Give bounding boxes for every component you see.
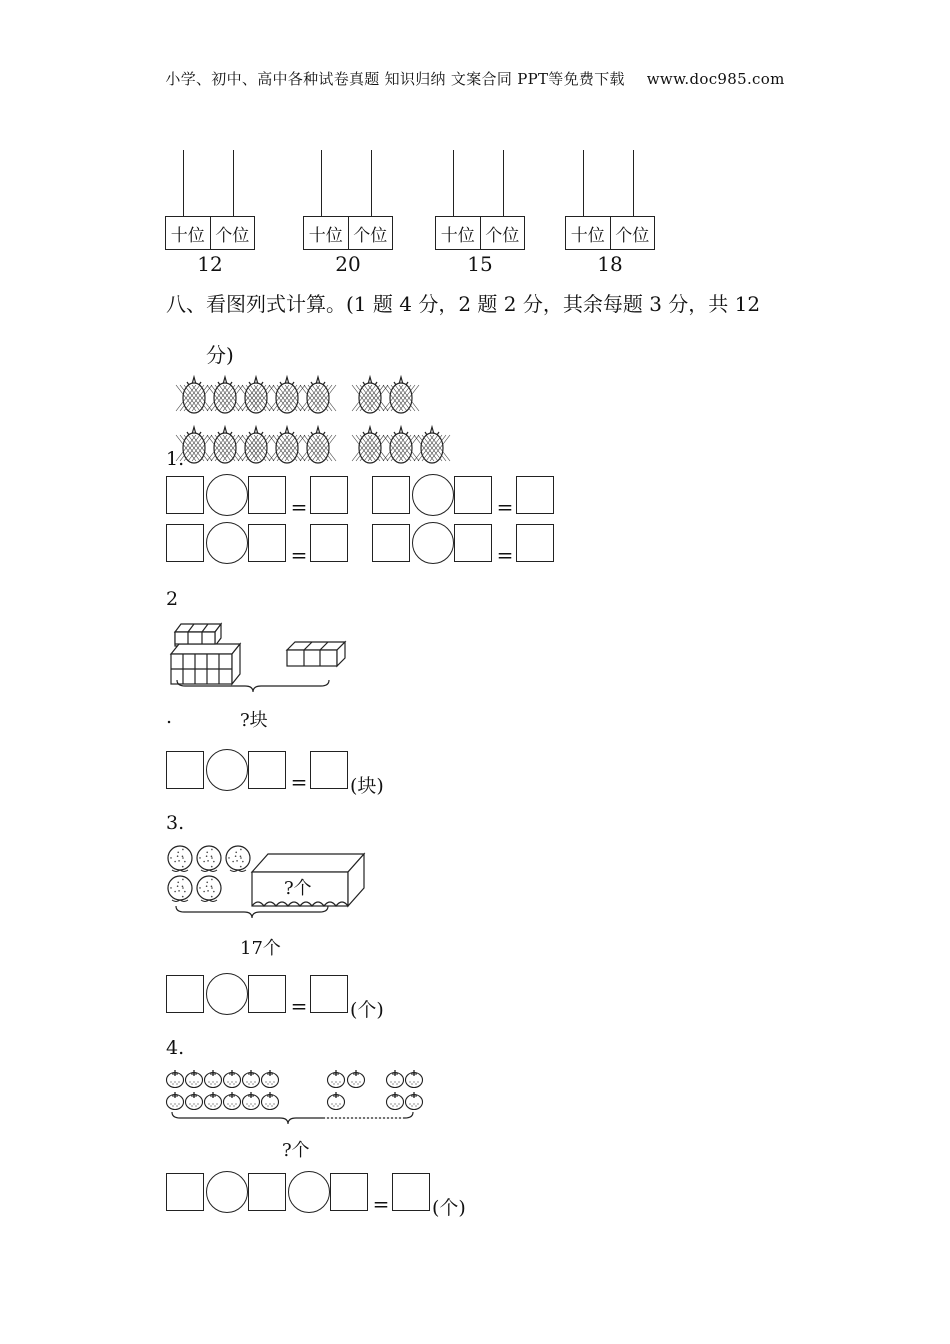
tomato-icon [387, 1070, 404, 1088]
tomato-icon [224, 1070, 241, 1088]
answer-box[interactable] [166, 1173, 204, 1211]
answer-box[interactable] [248, 751, 286, 789]
problem-3-total: 17个 [240, 938, 281, 959]
operator-circle[interactable] [206, 474, 248, 516]
problem-1-number: 1. [166, 448, 185, 470]
header-title: 小学、初中、高中各种试卷真题 知识归纳 文案合同 PPT等免费下载 [165, 70, 625, 88]
operator-circle[interactable] [412, 522, 454, 564]
tomato-icon [224, 1092, 241, 1110]
tomato-icon [348, 1070, 365, 1088]
equals-sign: = [496, 543, 514, 567]
tomato-figure [160, 1064, 440, 1134]
abacus-number: 12 [197, 252, 223, 276]
tens-label: 十位 [308, 225, 343, 246]
answer-box[interactable] [454, 524, 492, 562]
answer-box[interactable] [166, 524, 204, 562]
answer-box[interactable] [372, 524, 410, 562]
right-group-front [287, 650, 337, 666]
equals-sign: = [372, 1192, 390, 1216]
equals-sign: = [496, 495, 514, 519]
tomato-icon [186, 1092, 203, 1110]
problem-4-question: ?个 [282, 1140, 310, 1161]
pineapple-icon [300, 377, 336, 413]
pineapple-icon [300, 427, 336, 463]
operator-circle[interactable] [206, 749, 248, 791]
bottom-layer-top [171, 644, 240, 654]
tomato-icon [328, 1070, 345, 1088]
tomato-icon [328, 1092, 345, 1110]
unit-label: (块) [350, 775, 384, 797]
pineapple-icon [207, 427, 243, 463]
abacus-number: 15 [467, 252, 493, 276]
operator-circle[interactable] [206, 522, 248, 564]
answer-box[interactable] [166, 975, 204, 1013]
problem-2-question: ?块 [240, 710, 268, 731]
pineapple-icon [269, 377, 305, 413]
tomato-icon [243, 1070, 260, 1088]
answer-box[interactable] [330, 1173, 368, 1211]
equals-sign: = [290, 543, 308, 567]
section-title-cont: 分) [206, 343, 234, 367]
answer-box[interactable] [310, 975, 348, 1013]
pineapple-icon [176, 377, 212, 413]
tomato-icon [387, 1092, 404, 1110]
pineapple-icon [238, 377, 274, 413]
tomato-icon [243, 1092, 260, 1110]
ones-label: 个位 [480, 217, 525, 249]
section-title: 八、看图列式计算。(1 题 4 分，2 题 2 分，其余每题 3 分，共 12 [166, 292, 761, 316]
tens-label: 十位 [440, 225, 475, 246]
ones-label: 个位 [610, 217, 655, 249]
answer-box[interactable] [516, 476, 554, 514]
box-top [252, 854, 364, 872]
brace-icon [176, 906, 328, 918]
unit-label: (个) [350, 999, 384, 1021]
pineapple-icon [352, 377, 388, 413]
answer-box[interactable] [310, 524, 348, 562]
abacus-number: 20 [335, 252, 361, 276]
operator-circle[interactable] [206, 1171, 248, 1213]
equals-sign: = [290, 495, 308, 519]
right-group-top [287, 642, 345, 650]
answer-box[interactable] [310, 751, 348, 789]
answer-box[interactable] [310, 476, 348, 514]
answer-box[interactable] [454, 476, 492, 514]
orange-icon [197, 846, 221, 872]
answer-box[interactable] [516, 524, 554, 562]
cube-block-figure [165, 620, 355, 695]
problem-4-number: 4. [166, 1037, 185, 1059]
orange-figure [160, 840, 370, 920]
tens-label: 十位 [170, 225, 205, 246]
problem-3-number: 3. [166, 812, 185, 834]
unit-label: (个) [432, 1197, 466, 1219]
abacus-number: 18 [597, 252, 623, 276]
orange-icon [197, 876, 221, 902]
header-url: www.doc985.com [646, 70, 785, 88]
orange-icon [168, 846, 192, 872]
tomato-icon [205, 1092, 222, 1110]
answer-box[interactable] [248, 1173, 286, 1211]
operator-circle[interactable] [288, 1171, 330, 1213]
answer-box[interactable] [392, 1173, 430, 1211]
tomato-icon [205, 1070, 222, 1088]
tomato-icon [186, 1070, 203, 1088]
pineapple-icon [269, 427, 305, 463]
operator-circle[interactable] [206, 973, 248, 1015]
box-label: ?个 [284, 878, 312, 899]
ones-label: 个位 [210, 217, 255, 249]
pineapple-icon [383, 377, 419, 413]
pineapple-icon [238, 427, 274, 463]
answer-box[interactable] [372, 476, 410, 514]
tomato-icon [406, 1092, 423, 1110]
ones-label: 个位 [348, 217, 393, 249]
equals-sign: = [290, 770, 308, 794]
tomato-icon [406, 1070, 423, 1088]
answer-box[interactable] [248, 476, 286, 514]
orange-icon [226, 846, 250, 872]
tomato-icon [262, 1070, 279, 1088]
answer-box[interactable] [248, 524, 286, 562]
tomato-icon [167, 1070, 184, 1088]
equals-sign: = [290, 994, 308, 1018]
top-layer-top [175, 624, 221, 632]
pineapple-icon [383, 427, 419, 463]
pineapple-icon [207, 377, 243, 413]
operator-circle[interactable] [412, 474, 454, 516]
tens-label: 十位 [570, 225, 605, 246]
pineapple-icon [352, 427, 388, 463]
tomato-icon [167, 1092, 184, 1110]
tomato-icon [262, 1092, 279, 1110]
orange-icon [168, 876, 192, 902]
problem-2-number: 2 [166, 588, 179, 610]
answer-box[interactable] [166, 476, 204, 514]
answer-box[interactable] [248, 975, 286, 1013]
pineapple-icon [414, 427, 450, 463]
answer-box[interactable] [166, 751, 204, 789]
brace-icon [172, 1112, 413, 1124]
problem-2-dot: . [166, 706, 173, 728]
